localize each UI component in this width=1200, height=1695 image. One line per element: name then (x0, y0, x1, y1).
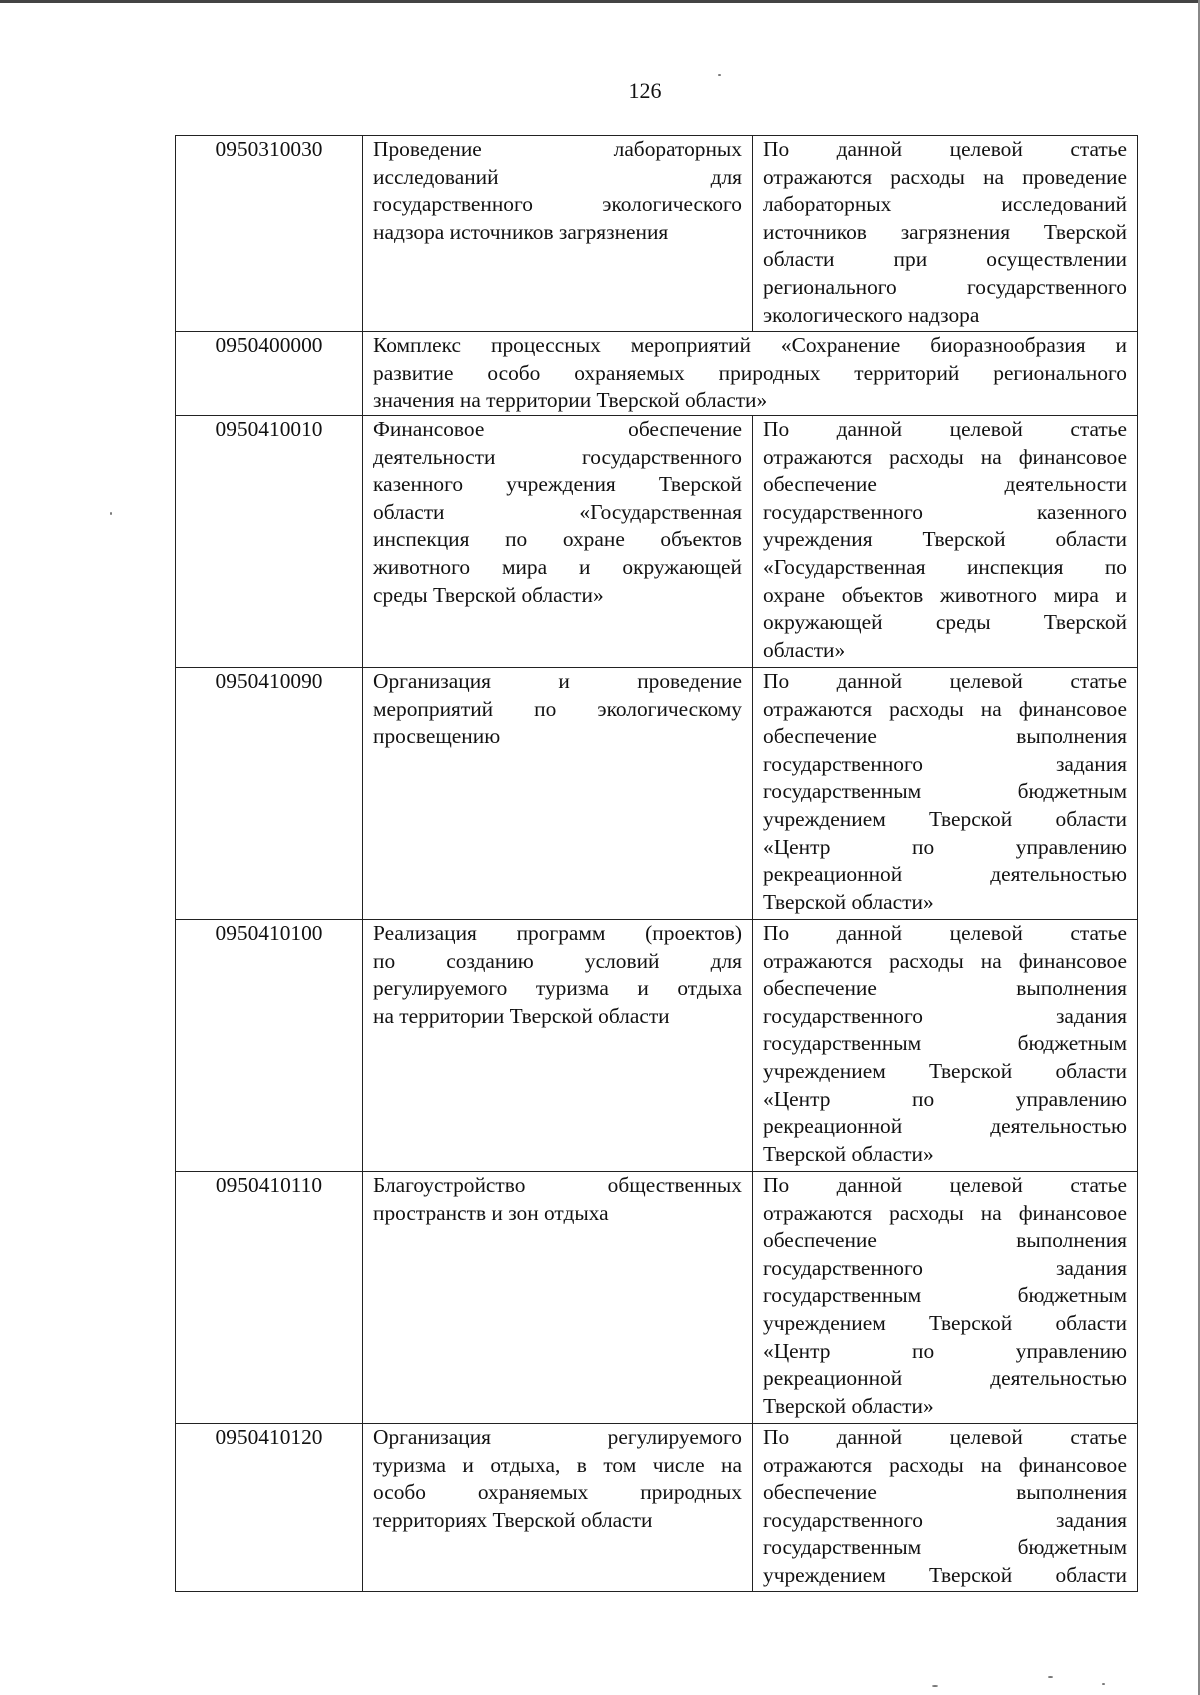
scan-speck (718, 74, 721, 76)
text-line: Комплекс процессных мероприятий «Сохранение биоразнообразия и (373, 333, 1127, 357)
text-line: отражаются расходы на проведение (763, 164, 1127, 189)
article-code: 0950410120 (215, 1425, 323, 1449)
text-line: государственного задания (763, 1255, 1127, 1280)
article-code-cell (176, 1172, 363, 1424)
text-line: учреждением Тверской области (763, 1058, 1127, 1083)
article-description-cell (753, 1424, 1138, 1592)
text-line: учреждением Тверской области (763, 806, 1127, 831)
text-line: «Центр по управлению (763, 834, 1127, 859)
text-line: казенного учреждения Тверской (373, 472, 742, 497)
article-code: 0950310030 (215, 137, 323, 161)
text-line: туризма и отдыха, в том числе на (373, 1452, 742, 1477)
text-line: экологического надзора (763, 302, 980, 327)
text-line: Реализация программ (проектов) (373, 921, 742, 945)
article-name-cell (363, 668, 753, 920)
text-line: мероприятий по экологическому (373, 696, 742, 721)
text-line: государственного экологического (373, 192, 742, 217)
text-line: охране объектов животного мира и (763, 582, 1127, 607)
text-line: Организация регулируемого (373, 1425, 742, 1449)
article-code: 0950410100 (215, 921, 323, 945)
text-line: регулируемого туризма и отдыха (373, 976, 742, 1001)
table-row (176, 416, 1138, 668)
text-line: государственного задания (763, 1507, 1127, 1532)
article-name (373, 668, 742, 751)
text-line: рекреационной деятельностью (763, 1366, 1127, 1391)
text-line: государственного задания (763, 1003, 1127, 1028)
article-name (373, 1424, 742, 1534)
page-number (0, 78, 1200, 104)
scan-top-edge (0, 0, 1200, 3)
table-row (176, 668, 1138, 920)
article-description-cell (753, 416, 1138, 668)
text-line: значения на территории Тверской области» (373, 388, 768, 413)
article-name (373, 1172, 742, 1227)
text-line: По данной целевой статье (763, 1425, 1127, 1449)
article-name (373, 416, 742, 609)
text-line: территориях Тверской области (373, 1507, 653, 1532)
target-article-table (175, 135, 1138, 1592)
text-line: государственным бюджетным (763, 1031, 1127, 1056)
text-line: отражаются расходы на финансовое (763, 1452, 1127, 1477)
table-body (176, 136, 1138, 1592)
text-line: животного мира и окружающей (373, 554, 742, 579)
article-name-cell (363, 416, 753, 668)
text-line: обеспечение выполнения (763, 976, 1127, 1001)
text-line: государственного казенного (763, 499, 1127, 524)
text-line: источников загрязнения Тверской (763, 219, 1127, 244)
text-line: отражаются расходы на финансовое (763, 444, 1127, 469)
table-row (176, 1172, 1138, 1424)
text-line: Тверской области» (763, 1393, 934, 1418)
text-line: отражаются расходы на финансовое (763, 948, 1127, 973)
text-line: обеспечение выполнения (763, 724, 1127, 749)
text-line: области при осуществлении (763, 247, 1127, 272)
text-line: Тверской области» (763, 889, 934, 914)
text-line: По данной целевой статье (763, 1173, 1127, 1197)
article-code-cell (176, 332, 363, 416)
article-name-cell (363, 136, 753, 332)
article-name-cell (363, 1424, 753, 1592)
article-name-cell (363, 920, 753, 1172)
text-line: на территории Тверской области (373, 1003, 670, 1028)
text-line: отражаются расходы на финансовое (763, 1200, 1127, 1225)
scan-speck (932, 1685, 938, 1687)
article-description-cell (753, 920, 1138, 1172)
text-line: развитие особо охраняемых природных территорий регионального (373, 360, 1127, 385)
scan-speck (110, 512, 112, 515)
text-line: По данной целевой статье (763, 137, 1127, 161)
text-line: инспекция по охране объектов (373, 527, 742, 552)
text-line: Финансовое обеспечение (373, 417, 742, 441)
text-line: учреждением Тверской области (763, 1562, 1127, 1587)
article-code: 0950410110 (215, 1173, 323, 1197)
table-row (176, 136, 1138, 332)
article-description-cell (753, 1172, 1138, 1424)
article-code-cell (176, 920, 363, 1172)
article-code-cell (176, 668, 363, 920)
text-line: учреждением Тверской области (763, 1310, 1127, 1335)
text-line: государственным бюджетным (763, 779, 1127, 804)
text-line: рекреационной деятельностью (763, 862, 1127, 887)
table-row (176, 1424, 1138, 1592)
text-line: исследований для (373, 164, 742, 189)
text-line: Проведение лабораторных (373, 137, 742, 161)
text-line: лабораторных исследований (763, 192, 1127, 217)
article-code: 0950410090 (215, 669, 323, 693)
text-line: обеспечение деятельности (763, 472, 1127, 497)
text-line: просвещению (373, 724, 501, 749)
text-line: пространств и зон отдыха (373, 1200, 609, 1225)
text-line: особо охраняемых природных (373, 1480, 742, 1505)
article-code: 0950400000 (215, 333, 323, 357)
article-name (373, 136, 742, 246)
text-line: по созданию условий для (373, 948, 742, 973)
text-line: По данной целевой статье (763, 921, 1127, 945)
scan-speck (1048, 1676, 1053, 1678)
text-line: учреждения Тверской области (763, 527, 1127, 552)
text-line: окружающей среды Тверской (763, 610, 1127, 635)
text-line: Тверской области» (763, 1141, 934, 1166)
text-line: среды Тверской области» (373, 582, 604, 607)
text-line: надзора источников загрязнения (373, 219, 669, 244)
table-row (176, 332, 1138, 416)
text-line: государственного задания (763, 751, 1127, 776)
article-code-cell (176, 1424, 363, 1592)
text-line: «Государственная инспекция по (763, 554, 1127, 579)
table-row (176, 920, 1138, 1172)
text-line: По данной целевой статье (763, 417, 1127, 441)
text-line: «Центр по управлению (763, 1086, 1127, 1111)
text-line: деятельности государственного (373, 444, 742, 469)
text-line: регионального государственного (763, 274, 1127, 299)
text-line: области «Государственная (373, 499, 742, 524)
text-line: «Центр по управлению (763, 1338, 1127, 1363)
text-line: государственным бюджетным (763, 1535, 1127, 1560)
text-line: обеспечение выполнения (763, 1480, 1127, 1505)
article-code-cell (176, 136, 363, 332)
article-name (373, 920, 742, 1030)
text-line: рекреационной деятельностью (763, 1114, 1127, 1139)
text-line: обеспечение выполнения (763, 1228, 1127, 1253)
text-line: области» (763, 637, 846, 662)
article-name-cell (363, 1172, 753, 1424)
text-line: государственным бюджетным (763, 1283, 1127, 1308)
article-code: 0950410010 (215, 417, 323, 441)
scan-speck (1102, 1683, 1105, 1685)
page-number-text: 126 (628, 78, 662, 103)
article-code-cell (176, 416, 363, 668)
article-description-cell (753, 668, 1138, 920)
text-line: отражаются расходы на финансовое (763, 696, 1127, 721)
article-description-cell (753, 136, 1138, 332)
article-title-merged-cell (363, 332, 1138, 416)
text-line: По данной целевой статье (763, 669, 1127, 693)
text-line: Благоустройство общественных (373, 1173, 742, 1197)
text-line: Организация и проведение (373, 669, 742, 693)
